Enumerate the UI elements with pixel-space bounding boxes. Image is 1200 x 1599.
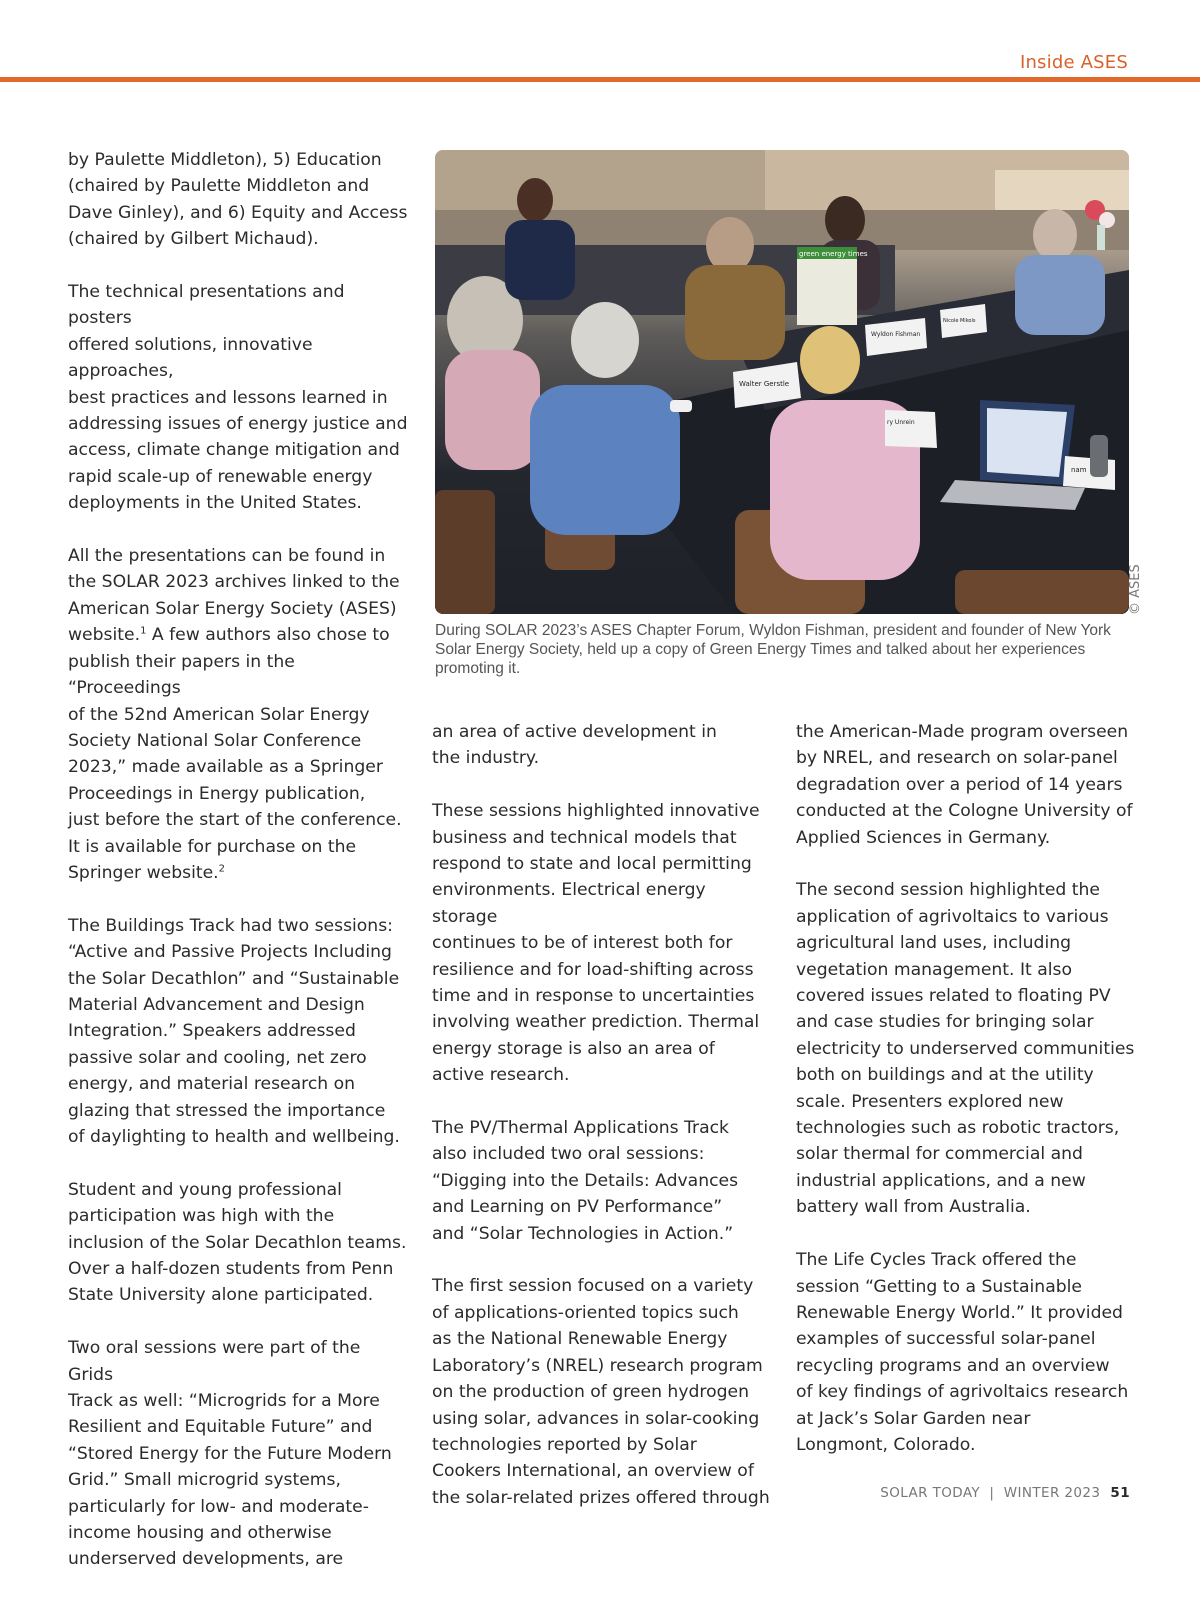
paragraph: The second session highlighted the application of agrivoltaics to various agricultural land uses, including vegetation management. It also covered issues related to floating PV and case studies for bringing solar electricity to underserved communities both on buildings and at the utility scale. Presenters explored new technologies such as robotic tractors, solar thermal for commercial and industrial applications, and a new battery wall from Australia. xyxy=(796,880,1135,1218)
paragraph: Two oral sessions were part of the Grids Track as well: “Microgrids for a More Resilient and Equitable Future” and “Stored Energy for the Future Modern Grid.” Small microgrid systems, particularly for low- and moderate- income housing and otherwise underserved developments, are xyxy=(68,1338,392,1570)
name-card-text: Wyldon Fishman xyxy=(871,331,921,338)
name-card-text: Walter Gerstle xyxy=(739,380,790,388)
photo-credit: © ASES xyxy=(1128,564,1143,615)
paragraph xyxy=(68,543,408,886)
paragraph-text: All the presentations can be found in the SOLAR 2023 archives linked to the American Solar Energy Society (ASES) website. xyxy=(68,546,400,646)
paragraph: the American-Made program overseen by NREL, and research on solar-panel degradation over a period of 14 years conducted at the Cologne University of Applied Sciences in Germany. xyxy=(796,722,1133,848)
forum-photo xyxy=(435,150,1129,614)
text-column-1 xyxy=(68,147,408,1599)
paragraph: by Paulette Middleton), 5) Education (chaired by Paulette Middleton and Dave Ginley), and 6) Equity and Access (chaired by Gilbert Michaud). xyxy=(68,150,408,250)
paragraph: The technical presentations and posters offered solutions, innovative approaches, best practices and lessons learned in addressing issues of energy justice and access, climate change mitigation and rapid scale-up of renewable energy deployments in the United States. xyxy=(68,282,408,514)
text-column-2 xyxy=(432,719,772,1538)
publication-name: SOLAR TODAY | WINTER 2023 xyxy=(880,1485,1101,1501)
footnote-marker: 2 xyxy=(218,863,225,875)
paragraph: The PV/Thermal Applications Track also included two oral sessions: “Digging into the Details: Advances and Learning on PV Performance” and “Solar Technologies in Action.” xyxy=(432,1118,739,1244)
page-number: 51 xyxy=(1110,1485,1130,1501)
paragraph: The Buildings Track had two sessions: “Active and Passive Projects Including the Solar Decathlon” and “Sustainable Material Advancement and Design Integration.” Speakers addressed passive solar and cooling, net zero energy, and material research on glazing that stressed the importance of daylighting to health and wellbeing. xyxy=(68,915,400,1147)
paragraph: The Life Cycles Track offered the session “Getting to a Sustainable Renewable Energy World.” It provided examples of successful solar-panel recycling programs and an overview of key findings of agrivoltaics research at Jack’s Solar Garden near Longmont, Colorado. xyxy=(796,1250,1129,1455)
paragraph: an area of active development in the industry. xyxy=(432,722,717,769)
photo-caption: During SOLAR 2023’s ASES Chapter Forum, Wyldon Fishman, president and founder of New York Solar Energy Society, held up a copy of Green Energy Times and talked about her experiences promoting it. xyxy=(435,622,1111,677)
footnote-marker: 1 xyxy=(140,625,147,637)
text-column-3 xyxy=(796,719,1136,1485)
paragraph-text: A few authors also chose to publish their papers in the “Proceedings of the 52nd American Solar Energy Society National Solar Conference 2023,” made available as a Springer Proceedings in Energy publication, just before the start of the conference. It is available for purchase on the Springer website. xyxy=(68,625,402,883)
paragraph: The first session focused on a variety of applications-oriented topics such as the National Renewable Energy Laboratory’s (NREL) research program on the production of green hydrogen using solar, advances in solar-cooking technologies reported by Solar Cookers International, an overview of the solar-related prizes offered through xyxy=(432,1276,770,1508)
name-card-text: ry Unrein xyxy=(887,419,915,426)
paragraph: These sessions highlighted innovative business and technical models that respond to state and local permitting environments. Electrical energy storage continues to be of interest both for resilience and for load-shifting across time and in response to uncertainties involving weather prediction. Thermal energy storage is also an area of active research. xyxy=(432,801,760,1086)
header-rule xyxy=(0,77,1200,82)
section-label: Inside ASES xyxy=(1019,52,1128,73)
name-card-text: Nicole Mikols xyxy=(943,318,976,324)
page-footer xyxy=(880,1485,1130,1501)
paragraph: Student and young professional participation was high with the inclusion of the Solar Decathlon teams. Over a half-dozen students from Penn State University alone participated. xyxy=(68,1179,407,1306)
name-card-text: nam xyxy=(1071,466,1087,474)
newspaper-masthead: green energy times xyxy=(799,250,868,258)
